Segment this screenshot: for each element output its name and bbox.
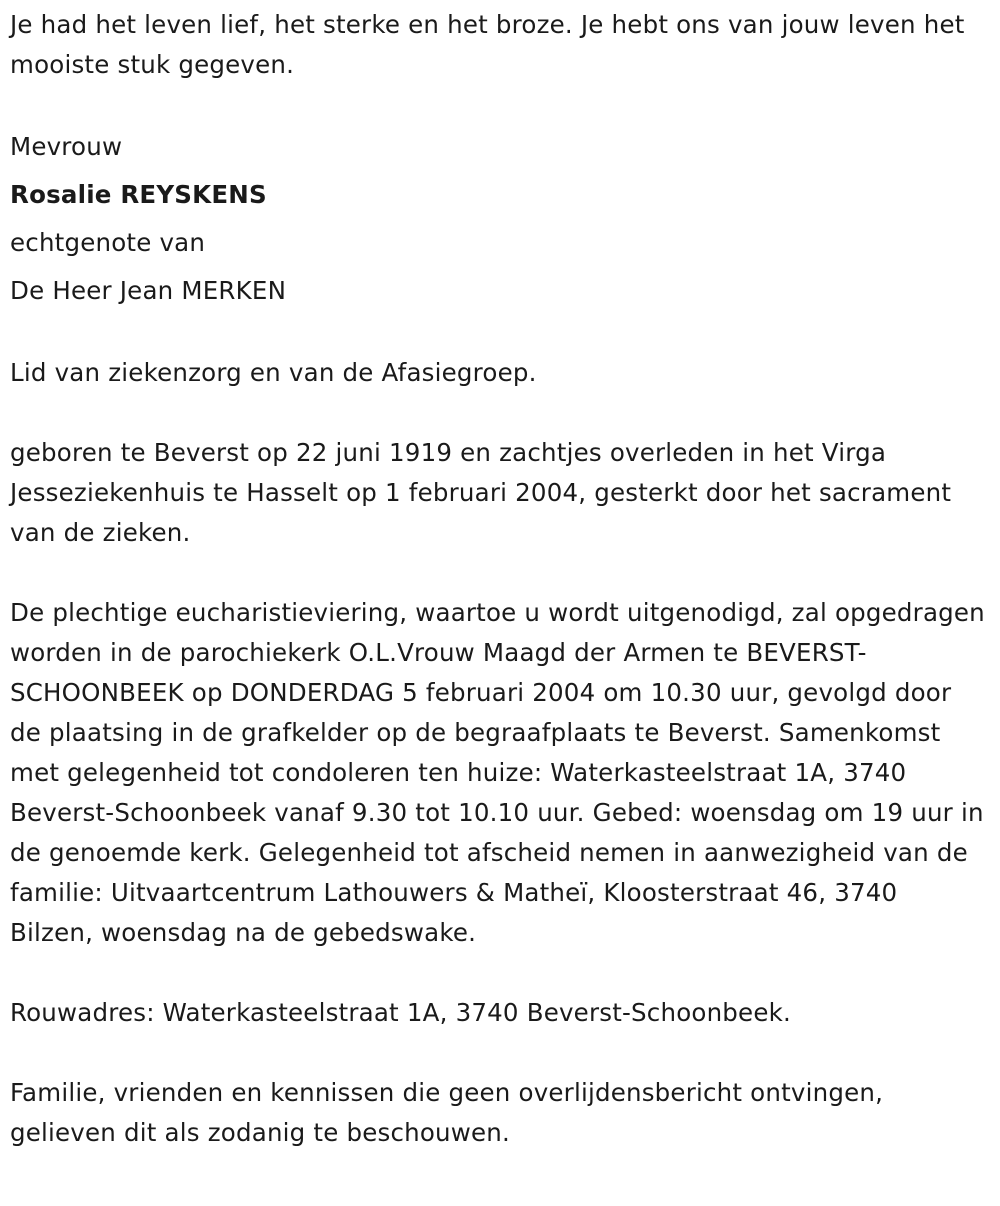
spacer [10, 315, 985, 353]
spacer [10, 393, 985, 433]
spacer [10, 553, 985, 593]
birth-death-paragraph: geboren te Beverst op 22 juni 1919 en zachtjes overleden in het Virga Jesseziekenhuis te Hasselt op 1 februari 2004, gesterkt door het sacrament van de zieken. [10, 438, 952, 547]
relation-label: echtgenote van [10, 228, 206, 257]
spacer [10, 1033, 985, 1073]
honorific: Mevrouw [10, 132, 123, 161]
mourning-address: Rouwadres: Waterkasteelstraat 1A, 3740 Beverst-Schoonbeek. [10, 998, 791, 1027]
closing-paragraph: Familie, vrienden en kennissen die geen overlijdensbericht ontvingen, gelieven dit als zodanig te beschouwen. [10, 1078, 884, 1147]
deceased-name: Rosalie REYSKENS [10, 180, 267, 209]
memorial-quote: Je had het leven lief, het sterke en het broze. Je hebt ons van jouw leven het mooiste stuk gegeven. [10, 10, 965, 79]
spacer [10, 85, 985, 123]
membership-text: Lid van ziekenzorg en van de Afasiegroep. [10, 358, 537, 387]
death-notice [10, 0, 985, 1153]
spacer [10, 953, 985, 993]
funeral-service-paragraph: De plechtige eucharistieviering, waartoe u wordt uitgenodigd, zal opgedragen worden in de parochiekerk O.L.Vrouw Maagd der Armen te BEVERST-SCHOONBEEK op DONDERDAG 5 februari 2004 om 10.30 uur, gevolgd door de plaatsing in de grafkelder op de begraafplaats te Beverst. Samenkomst met gelegenheid tot condoleren ten huize: Waterkasteelstraat 1A, 3740 Beverst-Schoonbeek vanaf 9.30 tot 10.10 uur. Gebed: woensdag om 19 uur in de genoemde kerk. Gelegenheid tot afscheid nemen in aanwezigheid van de familie: Uitvaartcentrum Lathouwers & Matheï, Kloosterstraat 46, 3740 Bilzen, woensdag na de gebedswake. [10, 598, 985, 947]
spouse-name: De Heer Jean MERKEN [10, 276, 287, 305]
